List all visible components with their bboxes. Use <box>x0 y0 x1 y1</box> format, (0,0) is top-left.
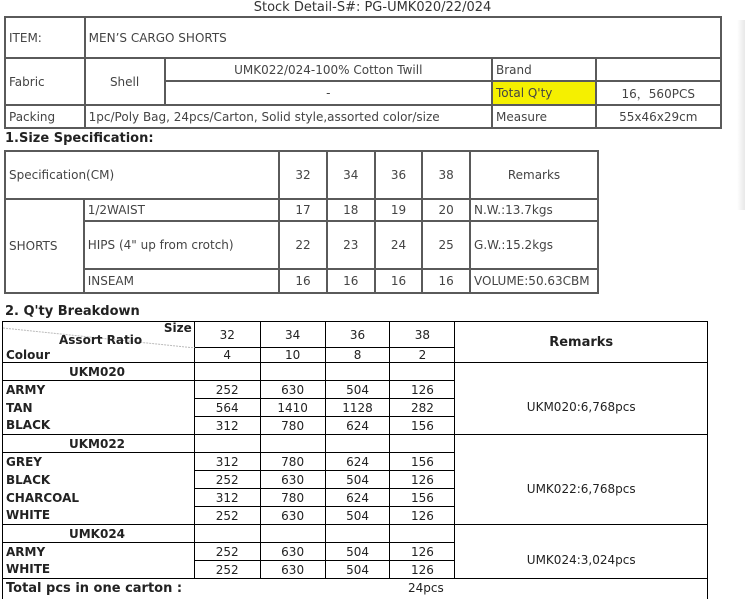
qty-size-header: 38 <box>390 322 455 348</box>
group-blank-cell <box>325 363 390 381</box>
qty-cell: 126 <box>390 543 455 561</box>
item-value: MEN’S CARGO SHORTS <box>85 17 721 58</box>
brand-label: Brand <box>492 58 595 81</box>
ratio-cell: 8 <box>325 348 390 363</box>
spec-cell: 24 <box>375 221 423 269</box>
total-value: 24pcs <box>408 581 444 595</box>
fabric-dash: - <box>165 81 493 105</box>
qty-cell: 504 <box>325 381 390 399</box>
colour-name: WHITE <box>3 507 195 525</box>
group-remark: UMK024:3,024pcs <box>455 525 708 579</box>
ratio-cell: 10 <box>260 348 325 363</box>
window-edge-shadow <box>737 20 745 210</box>
diagonal-header-cell <box>3 322 195 348</box>
brand-value <box>596 58 722 81</box>
packing-value: 1pc/Poly Bag, 24pcs/Carton, Solid style,assorted color/size <box>85 105 492 128</box>
spec-cell: 19 <box>375 199 423 221</box>
group-name: UKM022 <box>3 435 195 453</box>
spec-cell: 16 <box>422 269 470 293</box>
packing-label: Packing <box>5 105 85 128</box>
spec-size-header: 34 <box>327 151 375 199</box>
total-qty-value: 16，560PCS <box>596 81 722 105</box>
total-label: Total pcs in one carton : <box>6 581 183 597</box>
page-title: Stock Detail-S#: PG-UMK020/22/024 <box>253 0 492 15</box>
measure-label: Measure <box>492 105 595 128</box>
colour-name: BLACK <box>3 417 195 435</box>
qty-cell: 252 <box>194 381 260 399</box>
total-remarks-blank <box>455 579 708 599</box>
colour-name: WHITE <box>3 561 195 579</box>
shell-label: Shell <box>85 58 165 105</box>
colour-name: ARMY <box>3 381 195 399</box>
qty-cell: 156 <box>390 489 455 507</box>
colour-name: CHARCOAL <box>3 489 195 507</box>
qty-cell: 630 <box>260 381 325 399</box>
spec-cell: 18 <box>327 199 375 221</box>
shorts-label: SHORTS <box>5 199 84 293</box>
spec-row-name: HIPS (4" up from crotch) <box>84 221 279 269</box>
qty-heading: 2. Q'ty Breakdown <box>5 304 140 319</box>
spec-size-header: 38 <box>422 151 470 199</box>
qty-cell: 624 <box>325 453 390 471</box>
size-spec-table <box>4 150 599 294</box>
spec-cell: 16 <box>279 269 327 293</box>
qty-cell: 312 <box>194 489 260 507</box>
spec-size-header: 36 <box>375 151 423 199</box>
qty-cell: 1128 <box>325 399 390 417</box>
qty-cell: 564 <box>194 399 260 417</box>
colour-label: Colour <box>3 348 195 363</box>
qty-cell: 630 <box>260 507 325 525</box>
qty-cell: 126 <box>390 471 455 489</box>
group-blank-cell <box>390 363 455 381</box>
size-spec-heading: 1.Size Specification: <box>5 131 154 146</box>
group-name: UKM020 <box>3 363 195 381</box>
spec-cell: 23 <box>327 221 375 269</box>
spec-cell: 17 <box>279 199 327 221</box>
spec-cell: 22 <box>279 221 327 269</box>
qty-cell: 780 <box>260 417 325 435</box>
qty-cell: 252 <box>194 507 260 525</box>
qty-cell: 504 <box>325 543 390 561</box>
spec-row-name: 1/2WAIST <box>84 199 279 221</box>
group-name: UMK024 <box>3 525 195 543</box>
qty-remarks-label: Remarks <box>455 322 708 363</box>
qty-cell: 126 <box>390 381 455 399</box>
colour-name: BLACK <box>3 471 195 489</box>
group-blank-cell <box>260 363 325 381</box>
qty-breakdown-table <box>2 321 708 599</box>
spec-row-name: INSEAM <box>84 269 279 293</box>
qty-cell: 126 <box>390 507 455 525</box>
size-corner-label: Size <box>163 321 192 335</box>
qty-size-header: 34 <box>260 322 325 348</box>
qty-cell: 504 <box>325 471 390 489</box>
qty-cell: 156 <box>390 453 455 471</box>
spec-remarks-label: Remarks <box>470 151 598 199</box>
group-blank-cell <box>325 435 390 453</box>
spec-cell: 16 <box>327 269 375 293</box>
spec-cell: 16 <box>375 269 423 293</box>
spec-remark: N.W.:13.7kgs <box>470 199 598 221</box>
qty-cell: 252 <box>194 543 260 561</box>
colour-name: TAN <box>3 399 195 417</box>
item-label: ITEM: <box>5 17 85 58</box>
qty-cell: 780 <box>260 489 325 507</box>
qty-cell: 624 <box>325 489 390 507</box>
group-blank-cell <box>194 525 260 543</box>
qty-cell: 1410 <box>260 399 325 417</box>
qty-cell: 312 <box>194 417 260 435</box>
fabric-label: Fabric <box>5 58 85 105</box>
qty-cell: 126 <box>390 561 455 579</box>
total-row <box>3 579 455 599</box>
spec-cell: 25 <box>422 221 470 269</box>
group-blank-cell <box>325 525 390 543</box>
spec-remark: G.W.:15.2kgs <box>470 221 598 269</box>
qty-cell: 282 <box>390 399 455 417</box>
measure-value: 55x46x29cm <box>596 105 722 128</box>
total-qty-label: Total Q'ty <box>492 81 595 105</box>
qty-cell: 630 <box>260 471 325 489</box>
fabric-description: UMK022/024-100% Cotton Twill <box>165 58 493 81</box>
qty-cell: 630 <box>260 543 325 561</box>
group-blank-cell <box>194 435 260 453</box>
qty-cell: 252 <box>194 561 260 579</box>
group-remark: UMK022:6,768pcs <box>455 435 708 525</box>
ratio-cell: 4 <box>194 348 260 363</box>
group-blank-cell <box>260 435 325 453</box>
assort-ratio-label: Assort Ratio <box>59 333 143 347</box>
group-blank-cell <box>390 435 455 453</box>
colour-name: ARMY <box>3 543 195 561</box>
qty-cell: 780 <box>260 453 325 471</box>
spec-size-header: 32 <box>279 151 327 199</box>
group-remark: UKM020:6,768pcs <box>455 363 708 435</box>
qty-cell: 504 <box>325 561 390 579</box>
qty-cell: 504 <box>325 507 390 525</box>
qty-cell: 312 <box>194 453 260 471</box>
group-blank-cell <box>390 525 455 543</box>
group-blank-cell <box>260 525 325 543</box>
group-blank-cell <box>194 363 260 381</box>
spec-label: Specification(CM) <box>5 151 279 199</box>
header-table <box>4 16 722 129</box>
ratio-cell: 2 <box>390 348 455 363</box>
qty-cell: 156 <box>390 417 455 435</box>
qty-cell: 252 <box>194 471 260 489</box>
qty-size-header: 32 <box>194 322 260 348</box>
qty-size-header: 36 <box>325 322 390 348</box>
qty-cell: 624 <box>325 417 390 435</box>
qty-cell: 630 <box>260 561 325 579</box>
colour-name: GREY <box>3 453 195 471</box>
spec-cell: 20 <box>422 199 470 221</box>
spec-remark: VOLUME:50.63CBM <box>470 269 598 293</box>
